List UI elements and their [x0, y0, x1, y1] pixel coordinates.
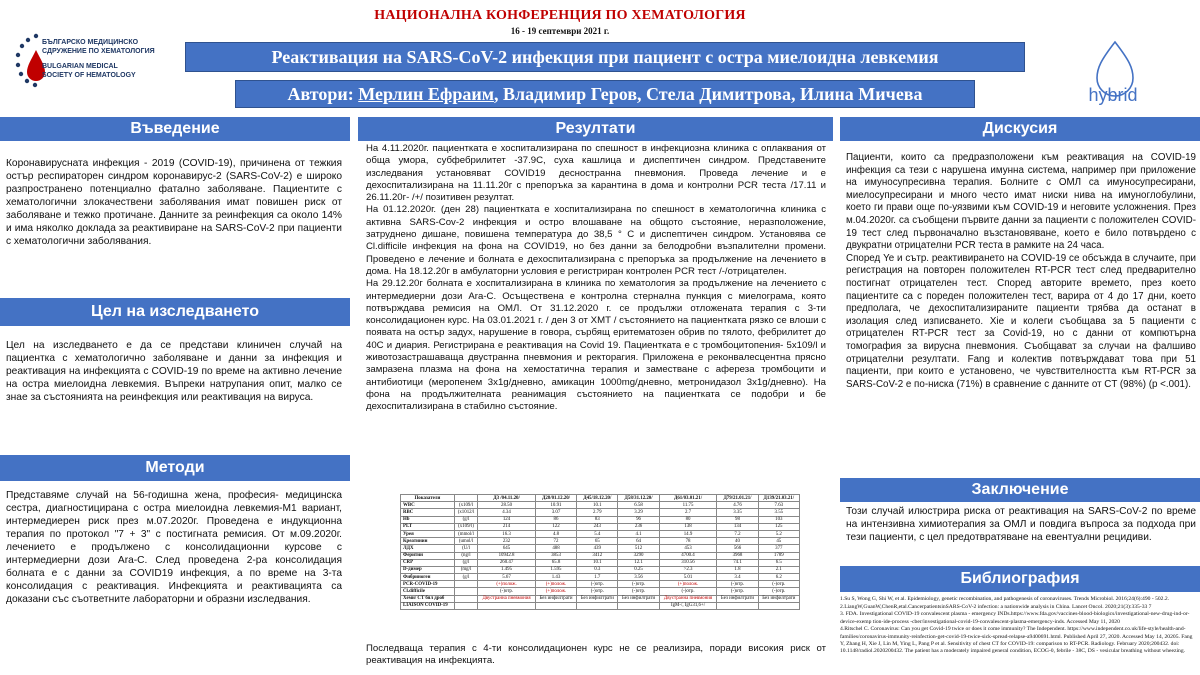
lab-value-cell: 4.34: [478, 509, 536, 516]
lab-table-header-cell: Д3 /04.11.20/: [478, 495, 536, 502]
lab-value-cell: 453: [659, 545, 717, 552]
poster-title: Реактивация на SARS-CoV-2 инфекция при пациент с остра миелоидна левкемия: [185, 42, 1025, 72]
lab-value-cell: 1.8: [717, 566, 758, 573]
lab-value-cell: [535, 602, 576, 609]
lab-value-cell: 3.4: [717, 574, 758, 581]
lab-parameter-name: WBC: [401, 502, 455, 509]
lab-value-cell: 3.55: [758, 509, 799, 516]
society-name-en-2: SOCIETY OF HEMATOLOGY: [42, 72, 136, 79]
lab-parameter-name: Фибриноген: [401, 574, 455, 581]
society-name-en-1: BULGARIAN MEDICAL: [42, 63, 118, 70]
lab-value-cell: 488: [535, 545, 576, 552]
lab-value-cell: Без инфилтрати: [577, 595, 618, 602]
intro-heading: Въведение: [0, 117, 350, 141]
lab-value-cell: 2.7: [659, 509, 717, 516]
lab-value-cell: 10.1: [577, 502, 618, 509]
results-heading: Резултати: [358, 117, 833, 141]
lab-value-cell: 12.1: [618, 559, 659, 566]
lab-value-cell: 3968: [717, 552, 758, 559]
lab-value-cell: (x109/l): [454, 523, 477, 530]
methods-text: Представяме случай на 56-годишна жена, професия- медицинска сестра, диагностицирана с остра миелоидна левкемия-М1 вариант, интермедиерен риск през м.07.2020г. Проведена е индукционна терапия по протокол "7 + 3" с постигната ремисия. От м.09.2020г. лечението е продължено с консолидационни курсове с интермедиерни дози Ara-C. След проведена 2-ра консолидация болната е с данни за COVID19 инфекция, а по време на 3-та консолидация с реактивация. Инфекцията и реактивацията са доказани със съответните лабораторни и образни изследвания.: [6, 490, 342, 605]
lab-value-cell: 65: [577, 538, 618, 545]
lab-value-cell: 1.43: [535, 574, 576, 581]
table-row: [401, 552, 800, 559]
lab-parameter-name: Хеми/ CT бял дроб: [401, 595, 455, 602]
table-row: [401, 595, 800, 602]
lab-parameter-name: Hb: [401, 516, 455, 523]
bibliography-heading: Библиография: [840, 566, 1200, 592]
results-paragraph: На 29.12.20г болната е хоспитализирана в клиника по хематология за продължение на лечението с интермедиерни дози Ara-C. Осъществена е контролна стернална пункция с миелограма, която потвърждава ремисия на ОМЛ. От 31.12.2020 г. се продължи отложената терапия с 3-ти консолидационен курс. На 03.01.2021 г. / ден 3 от ХМТ / състоянието на пациентката рязко се влоши с появата на остър задух, нарушение в говора, сърбящ еритематозен обрив по тялото, фебрилитет до 40С и диария. Регистрирана е реактивация на Covid 19. Пациентката е с тромбоцитопения- 5х109/l и животозастрашаваща двустранна пневмония и ректорагия. Приложена е реконвалесцентна прясно замразена плазма на фона на хемостатична терапия и заместване с афереза тромбоцити и антибиотици (меропенем 3х1g/дневно, амикацин 1000mg/дневно, метронидазол 3х1g/дневно). На фона на продължителната реанимация състоянието на пациентката се подобри и бе дехоспитализирана в стабилно състояние.: [366, 278, 826, 413]
lab-value-cell: 512: [618, 545, 659, 552]
table-row: [401, 502, 800, 509]
lab-value-cell: 3.56: [618, 574, 659, 581]
lab-parameter-name: RBC: [401, 509, 455, 516]
table-row: [401, 602, 800, 609]
lab-value-cell: 103: [758, 516, 799, 523]
lab-value-cell: (+)полож.: [535, 581, 576, 588]
lab-value-cell: 214: [478, 523, 536, 530]
lab-value-cell: 5.67: [478, 574, 536, 581]
lab-value-cell: >2.3: [659, 566, 717, 573]
lab-value-cell: 260.47: [478, 559, 536, 566]
lab-value-cell: 1.495: [478, 566, 536, 573]
lab-value-cell: [717, 602, 758, 609]
lab-value-cell: (-)отр.: [758, 581, 799, 588]
lab-value-cell: (+)полож.: [659, 581, 717, 588]
authors-bar: [235, 80, 975, 108]
lab-value-cell: 4700.4: [659, 552, 717, 559]
lab-value-cell: (g/l: [454, 516, 477, 523]
lab-table-header-cell: Д58/31.12.20/: [618, 495, 659, 502]
lab-value-cell: 7.63: [758, 502, 799, 509]
discussion-paragraph: Според Ye и сътр. реактивирането на COVID-19 се обсъжда в случаите, при регистрация на повторен положителен RT-PCR тест след предварително постигнат отрицателен тест. Според авторите времето, през което пациентите са с пореден положителен тест, варира от 4 до 17 дни, което предполага, че дехоспитализираните пациенти трябва да останат в изолация след изписването. Xie и колеги съобщава за 5 пациенти с отрицателен RT-PCR тест за Covid-19, но с данни от компютърна томография за вирусна пневмония. Съобщават за случаи на фалшиво отрицателни резултати. Fang и колектив потвърждават това при 51 пациенти, при които е установено, че чувствителността към RT-PCR за SARS-CoV-2 е по-ниска (71%) в сравнение с данните от CT (98%) (p <.001).: [846, 252, 1196, 390]
lab-value-cell: 236: [618, 523, 659, 530]
lab-value-cell: (g/l: [454, 559, 477, 566]
lab-value-cell: 28.50: [478, 502, 536, 509]
lab-value-cell: 6.5: [758, 559, 799, 566]
lab-value-cell: 86: [535, 516, 576, 523]
lab-value-cell: 74.1: [717, 559, 758, 566]
lab-table-header-cell: Д61/03.01.21/: [659, 495, 717, 502]
lab-value-cell: (ng/l: [454, 552, 477, 559]
lab-table-header-cell: Показатели: [401, 495, 455, 502]
lab-value-cell: [454, 595, 477, 602]
lab-value-cell: 1789: [758, 552, 799, 559]
table-row: [401, 530, 800, 537]
bibliography-item: 3. FDA. Investigational COVID-19 convalescent plasma - emergency INDs.https://www.fda.gov/vaccines-blood-biologics/investigational-new-drug-ind-or-device-exemp tion-ide-process -cber/investigational-covid-19-convalescent-plasma-emergency-inds. Accessed May 11, 2020: [840, 611, 1190, 625]
lab-parameter-name: D-димер: [401, 566, 455, 573]
lab-value-cell: 5.2: [758, 530, 799, 537]
author-first: Мерлин Ефраим: [358, 84, 494, 104]
lab-value-cell: [454, 602, 477, 609]
table-row: [401, 545, 800, 552]
lab-value-cell: 78: [659, 538, 717, 545]
lab-table-header-cell: Д28/01.12.20/: [535, 495, 576, 502]
lab-value-cell: 1.7: [577, 574, 618, 581]
lab-value-cell: Двустранна пневмония: [478, 595, 536, 602]
lab-value-cell: 0.3: [577, 566, 618, 573]
bibliography-item: 2.LiangW,GuanW,ChenR,etal.CancerpatientsinSARS-CoV-2 infection: a nationwide analysis in China. Lancet Oncol. 2020;21(3):335-33 7: [840, 603, 1152, 610]
lab-value-cell: 10.1: [577, 559, 618, 566]
hybrid-label: hybrid: [1088, 85, 1138, 105]
results-paragraph: На 4.11.2020г. пациентката е хоспитализирана по спешност в инфекциозна клиника с оплаквания от обща умора, субфебрилитет -37.9С, суха кашлица и диспептичен синдром. Представените изследвания установяват COVID19 деснострaнна пневмония. Проведа лечение и е дехоспитализирана на 11.11.20г с препоръка за карантина в дома и контролни PCR теста /17.11 и 26.11.20г- /+/ позитивен резултат.: [366, 143, 826, 204]
lab-value-cell: (g/l: [454, 574, 477, 581]
table-row: [401, 523, 800, 530]
lab-parameter-name: Креатинин: [401, 538, 455, 545]
lab-table: [400, 494, 800, 610]
bibliography-item: 4.Ritschel C. Coronavirus: Can you get Covid-19 twice or does it come immunity? The Independent. https://www.independent.co.uk/life-style/health-and-families/coronavirus-immunity-reinfection-get-covid-19-twice-sick-spread-relapse-a9400691.html. Published April 27, 2020. Accessed May 14, 20205. Fang Y, Zhang H, Xie J, Lin M, Ying L, Pang P et al. Sensitivity of chest CT for COVID-19: comparison to RT-PCR. Radiology. February 2020;200432. doi: 10.1148/radiol.2020200432. The patient has a moderately impaired general condition, ECOG-0, febrile - 38C, DS - vesicular breathing without wheezing.: [840, 626, 1193, 654]
table-row: [401, 581, 800, 588]
lab-value-cell: 310.56: [659, 559, 717, 566]
lab-value-cell: 4.8: [535, 530, 576, 537]
lab-value-cell: [478, 602, 536, 609]
table-row: [401, 538, 800, 545]
lab-value-cell: (x109/l: [454, 502, 477, 509]
table-row: [401, 574, 800, 581]
lab-table-header-cell: [454, 495, 477, 502]
table-row: [401, 516, 800, 523]
society-name-bg-2: СДРУЖЕНИЕ ПО ХЕМАТОЛОГИЯ: [42, 48, 155, 55]
authors-prefix: Автори:: [287, 84, 359, 104]
lab-value-cell: (-)отр.: [478, 588, 536, 595]
lab-value-cell: 16.3: [478, 530, 536, 537]
conclusion-text: Този случай илюстрира риска от реактивация на SARS-CoV-2 по време на интензивна химиотерапия за ОМЛ и повдига въпроса за подхода при тези пациенти, с цел предотвратяване на евентуални рецидиви.: [846, 506, 1196, 543]
lab-value-cell: 10942.8: [478, 552, 536, 559]
lab-value-cell: (-)отр.: [618, 588, 659, 595]
lab-value-cell: [577, 602, 618, 609]
discussion-heading: Дискусия: [840, 117, 1200, 141]
lab-value-cell: 14.9: [659, 530, 717, 537]
lab-value-cell: 10.91: [535, 502, 576, 509]
lab-value-cell: 40: [717, 538, 758, 545]
lab-value-cell: 80: [659, 516, 717, 523]
lab-value-cell: 45: [758, 538, 799, 545]
lab-value-cell: 98: [717, 516, 758, 523]
lab-value-cell: 138: [659, 523, 717, 530]
lab-value-cell: 645: [478, 545, 536, 552]
lab-table-header-cell: Д79/21.01.21/: [717, 495, 758, 502]
bibliography-item: 1.Su S, Wong G, Shi W, et al. Epidemiology, genetic recombination, and pathogenesis of coronaviruses. Trends Microbiol. 2016;24(6):490 - 502.2.: [840, 596, 1170, 602]
conclusion-heading: Заключение: [840, 478, 1200, 502]
lab-value-cell: 3290: [618, 552, 659, 559]
lab-table-header-cell: Д45/18.12.20/: [577, 495, 618, 502]
lab-value-cell: 3853: [535, 552, 576, 559]
lab-value-cell: 2.79: [577, 509, 618, 516]
lab-parameter-name: CRP: [401, 559, 455, 566]
lab-parameter-name: PLT: [401, 523, 455, 530]
lab-value-cell: 5.4: [577, 530, 618, 537]
lab-value-cell: (+)полож.: [535, 588, 576, 595]
lab-value-cell: 377: [758, 545, 799, 552]
results-paragraph: На 01.12.2020г. (ден 28) пациентката е хоспитализирана по спешност в хематологична клиника с активна SARS-Cov-2 инфекция и остро влошаване на общото състояние, неразположение, затруднено дишане, повишена температура до 38,5 ° С и диспептичен синдром. Установява се Cl.difficile инфекция на фона на COVID19, но без данни за белодробни възпалителни промени. Проведено е лечение и болната е дехоспитализирана с препоръка за продължение на лечението в дома. На 18.12.20г в амбулаторни условия е регистриран контролен PCR тест /-/отрицателен.: [366, 204, 826, 277]
lab-value-cell: 439: [577, 545, 618, 552]
results-conclusion-text: Последваща терапия с 4-ти консолидационен курс не се реализира, поради високия риск от реактивация на инфекцията.: [366, 643, 826, 667]
lab-value-cell: 3.29: [618, 509, 659, 516]
table-row: [401, 509, 800, 516]
lab-value-cell: (+)полож.: [478, 581, 536, 588]
lab-value-cell: 6.2: [758, 574, 799, 581]
lab-value-cell: [758, 602, 799, 609]
discussion-paragraph: Пациенти, които са предразположени към реактивация на COVID-19 инфекция са тези с нарушена имунна система, например при приложение на имуносупресивна терапия. Болните с ОМЛ са имуносупресирани, миелосупресирани и много често имат ниски нива на имуноглобулини, което ги прави още по-уязвими към COVID-19 и неговите усложнения. През м.04.2020г. са съобщени първите данни за пациенти с положителен COVID-19 тест след първоначално възстановяване, което е било потвърдено с двукратни отрицателни PCR теста в рамките на 24 часа.: [846, 152, 1196, 252]
lab-value-cell: (-)отр.: [577, 588, 618, 595]
society-name-bg-1: БЪЛГАРСКО МЕДИЦИНСКО: [42, 39, 139, 46]
conference-title: НАЦИОНАЛНА КОНФЕРЕНЦИЯ ПО ХЕМАТОЛОГИЯ: [374, 8, 746, 23]
table-row: [401, 588, 800, 595]
conference-dates: 16 - 19 септември 2021 г.: [510, 26, 610, 36]
lab-parameter-name: PCR-COVID-19: [401, 581, 455, 588]
lab-value-cell: 11.75: [659, 502, 717, 509]
authors-rest: , Владимир Геров, Стела Димитрова, Илина Мичева: [493, 84, 923, 104]
lab-value-cell: (mg/l: [454, 566, 477, 573]
lab-value-cell: (U/l: [454, 545, 477, 552]
lab-value-cell: 2.1: [758, 566, 799, 573]
table-row: [401, 566, 800, 573]
lab-value-cell: 4.1: [618, 530, 659, 537]
lab-value-cell: [454, 581, 477, 588]
lab-value-cell: 6.58: [618, 502, 659, 509]
lab-value-cell: Без инфилтрати: [717, 595, 758, 602]
lab-parameter-name: Cl.difficile: [401, 588, 455, 595]
society-name: [42, 38, 182, 80]
lab-value-cell: 96: [618, 516, 659, 523]
lab-value-cell: Без инфилтрати: [758, 595, 799, 602]
intro-text: Коронавирусната инфекция - 2019 (COVID-19), причинена от тежкия остър респираторен синдром коронавирус-2 (SARS-CoV-2) е широко разпространено потенциално фатално заболяване. Пациентите с хематологични злокачествени заболявания имат повишен риск от заболяване и тежко протичане. Данните за реинфекция са около 14% и има няколко доклада за реактивиране на SARS-CoV-2 при пациенти с хематологични заболявания.: [6, 158, 342, 247]
lab-value-cell: 72: [535, 538, 576, 545]
lab-value-cell: 125: [758, 523, 799, 530]
lab-value-cell: IgM-/, IgG31,6+/: [659, 602, 717, 609]
lab-value-cell: (-)отр.: [659, 588, 717, 595]
lab-value-cell: 64: [618, 538, 659, 545]
goal-text: Цел на изследването е да се представи клиничен случай на пациентка с хематологично заболяване и данни за инфекция и реактивация на инфекцията с COVID-19 по време на активно лечение на остра миелоидна левкемия. Въпреки натрупания опит, малко се знае за състоянията на реинфекция или реактивация на вируса.: [6, 340, 342, 403]
lab-value-cell: 7.2: [717, 530, 758, 537]
lab-parameter-name: LIAISON COVID-19: [401, 602, 455, 609]
lab-value-cell: 122: [535, 523, 576, 530]
bibliography-list: [840, 596, 1198, 656]
lab-value-cell: 0.25: [618, 566, 659, 573]
lab-value-cell: (x1012/l: [454, 509, 477, 516]
lab-parameter-name: Урея: [401, 530, 455, 537]
methods-heading: Методи: [0, 455, 350, 481]
lab-value-cell: [454, 588, 477, 595]
lab-value-cell: (-)отр.: [717, 588, 758, 595]
lab-value-cell: 83: [577, 516, 618, 523]
lab-value-cell: 566: [717, 545, 758, 552]
lab-value-cell: Без инфилтрати: [618, 595, 659, 602]
lab-value-cell: 3.35: [717, 509, 758, 516]
goal-heading: Цел на изследването: [0, 298, 350, 326]
lab-value-cell: 5.01: [659, 574, 717, 581]
lab-value-cell: 4.76: [717, 502, 758, 509]
lab-value-cell: 65.8: [535, 559, 576, 566]
lab-value-cell: 3.07: [535, 509, 576, 516]
lab-value-cell: 124: [478, 516, 536, 523]
lab-value-cell: Двустранна пневмония: [659, 595, 717, 602]
lab-value-cell: (mmol/l: [454, 530, 477, 537]
lab-value-cell: (-)отр.: [577, 581, 618, 588]
lab-value-cell: (-)отр.: [618, 581, 659, 588]
discussion-text: [846, 152, 1196, 391]
lab-results-table: [400, 494, 800, 636]
lab-value-cell: 1.595: [535, 566, 576, 573]
lab-value-cell: (-)отр.: [758, 588, 799, 595]
lab-value-cell: 232: [478, 538, 536, 545]
lab-table-header-cell: Д139/21.03.21/: [758, 495, 799, 502]
lab-parameter-name: ЛДХ: [401, 545, 455, 552]
lab-value-cell: 243: [577, 523, 618, 530]
table-row: [401, 559, 800, 566]
lab-value-cell: 3412: [577, 552, 618, 559]
results-text: [366, 143, 826, 414]
lab-table-body: [401, 502, 800, 610]
lab-value-cell: [618, 602, 659, 609]
lab-value-cell: (umol/l: [454, 538, 477, 545]
lab-value-cell: (-)отр.: [717, 581, 758, 588]
lab-value-cell: 134: [717, 523, 758, 530]
lab-table-header-row: [401, 495, 800, 502]
lab-value-cell: Без инфилтрати: [535, 595, 576, 602]
lab-parameter-name: Феритин: [401, 552, 455, 559]
